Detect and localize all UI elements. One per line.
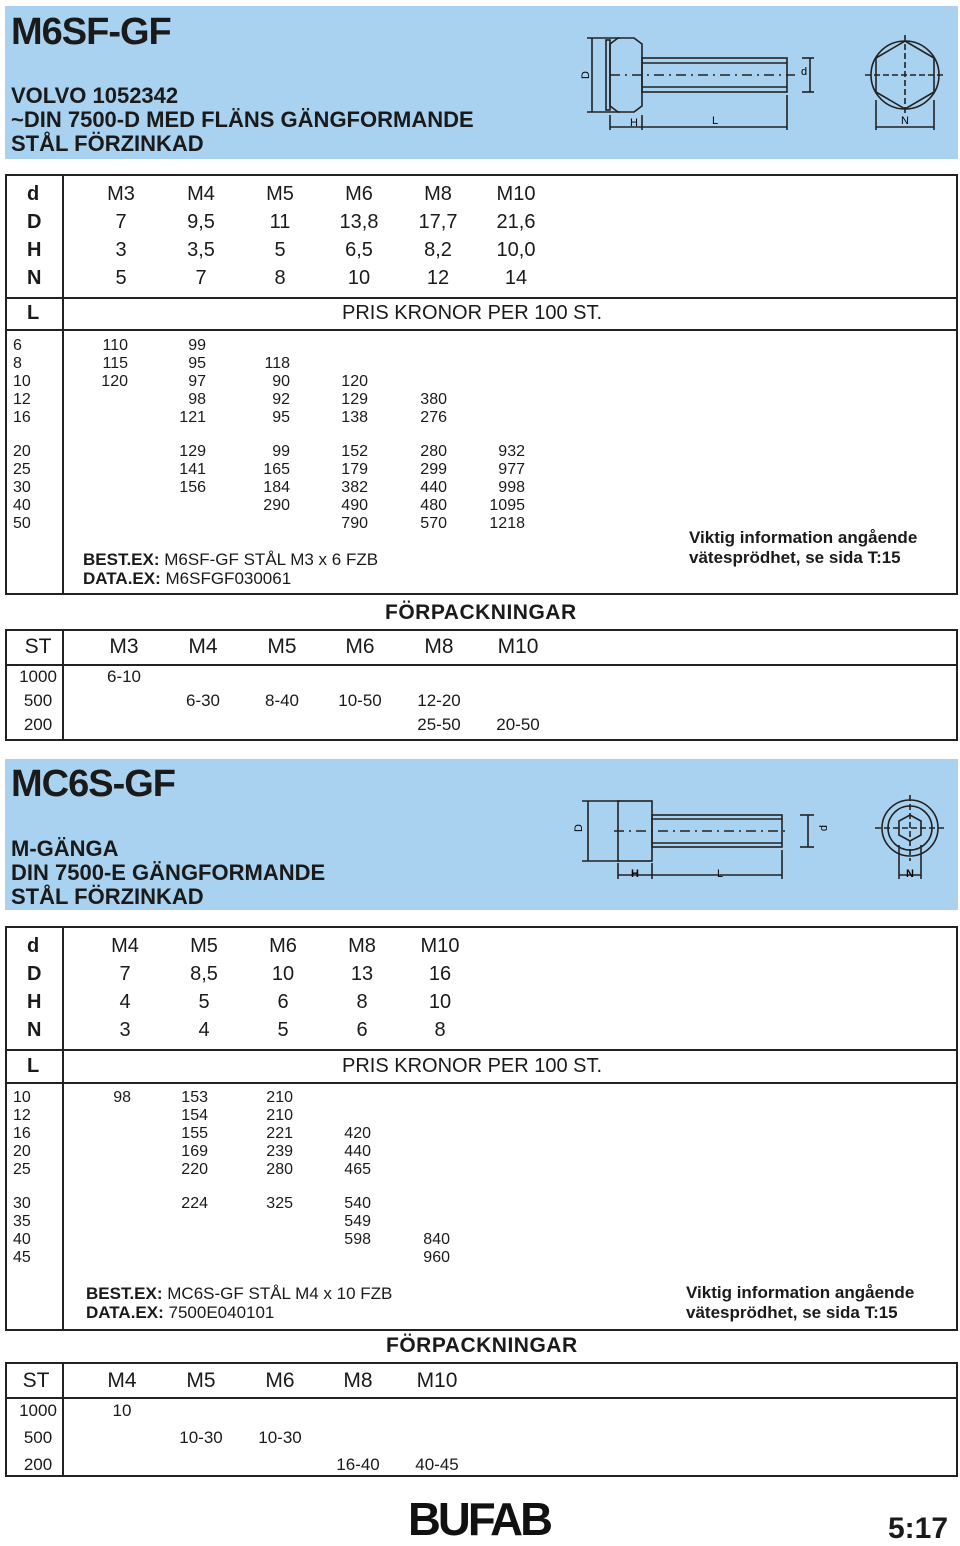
order-best-label: BEST.EX:: [86, 1284, 163, 1303]
price-cell: 141: [179, 461, 206, 478]
drawing2-label-L: L: [716, 868, 724, 880]
pack-header-cell: M10: [416, 1369, 458, 1392]
drawing1-label-D: D: [580, 71, 592, 79]
price-cell: 97: [188, 373, 206, 390]
price-cell: 440: [420, 479, 447, 496]
price-cell: 129: [179, 443, 206, 460]
price-row: [5, 1161, 958, 1179]
price-cell: 210: [266, 1107, 293, 1124]
price-cell: 840: [423, 1231, 450, 1248]
dims-cell: 5: [274, 239, 286, 261]
dims-cell: 10: [271, 963, 295, 985]
drawing1-label-H: H: [630, 117, 638, 129]
pack-row: [7, 1399, 956, 1423]
price-cell: 280: [420, 443, 447, 460]
price-cell: 129: [341, 391, 368, 408]
price-header-L: L: [27, 1055, 40, 1077]
price-cell: 490: [341, 497, 368, 514]
section2-pack-title: FÖRPACKNINGAR: [386, 1334, 578, 1357]
pack-cell: 25-50: [417, 715, 461, 734]
pack-header-cell: M8: [424, 635, 454, 658]
price-cell: 110: [102, 337, 128, 354]
pack-header-row: [7, 1369, 956, 1393]
price-row: [5, 355, 958, 373]
order-data-value: M6SFGF030061: [165, 569, 292, 588]
section2-screw-drawing: [570, 795, 950, 890]
section1-info-note: [689, 528, 917, 568]
section2-dims-table: [5, 926, 958, 1050]
pack-cell: 40-45: [415, 1455, 459, 1474]
price-row-L: 16: [13, 409, 31, 426]
price-row-L: 45: [13, 1249, 31, 1266]
dims-cell: 13: [350, 963, 374, 985]
order-data-label: DATA.EX:: [83, 569, 161, 588]
section2-pack-table: [5, 1362, 958, 1477]
price-row: [5, 479, 958, 497]
price-header-text: PRIS KRONOR PER 100 ST.: [342, 1055, 603, 1077]
price-cell: 179: [341, 461, 368, 478]
pack-row: [7, 1426, 956, 1450]
price-row: [5, 391, 958, 409]
price-cell: 276: [420, 409, 447, 426]
pack-header-cell: M5: [267, 635, 297, 658]
price-cell: 998: [498, 479, 525, 496]
price-cell: 120: [101, 373, 128, 390]
price-row: [5, 497, 958, 515]
price-row: [5, 443, 958, 461]
pack-header-cell: M3: [109, 635, 139, 658]
section1-screw-drawing: [570, 30, 950, 145]
dims-label-H: H: [27, 991, 42, 1013]
dims-cell: M8: [424, 183, 452, 205]
price-row-L: 12: [13, 391, 31, 408]
drawing2-label-D: D: [573, 824, 585, 832]
dims-cell: 7: [115, 211, 127, 233]
dims-cell: 16: [428, 963, 452, 985]
price-cell: 120: [341, 373, 368, 390]
price-row: [5, 1231, 958, 1249]
dims-cell: 7: [119, 963, 131, 985]
price-row: [5, 1249, 958, 1267]
dims-cell: 17,7: [418, 211, 458, 233]
price-header-L: L: [27, 302, 40, 324]
price-row-L: 6: [13, 337, 22, 354]
pack-cell: 500: [23, 1428, 53, 1447]
dims-cell: 6: [277, 991, 289, 1013]
price-cell: 325: [266, 1195, 293, 1212]
pack-header-row: [7, 635, 956, 659]
dims-cell: 10: [347, 267, 371, 289]
dims-label-D: D: [27, 963, 42, 985]
price-cell: 280: [266, 1161, 293, 1178]
pack-cell: 1000: [19, 1401, 57, 1420]
price-row: [5, 461, 958, 479]
dims-cell: 8: [434, 1019, 446, 1041]
price-cell: 90: [272, 373, 290, 390]
price-row: [5, 373, 958, 391]
info-line: vätesprödhet, se sida T:15: [689, 548, 901, 567]
price-cell: 138: [341, 409, 368, 426]
dims-cell: 4: [198, 1019, 210, 1041]
dims-cell: 11: [269, 211, 291, 233]
dims-cell: 10: [428, 991, 452, 1013]
section1-pack-table: [5, 629, 958, 741]
price-cell: 382: [341, 479, 368, 496]
price-cell: 299: [420, 461, 447, 478]
price-cell: 98: [113, 1089, 131, 1106]
pack-row: [7, 713, 956, 737]
dims-cell: M10: [420, 935, 460, 957]
pack-cell: 6-30: [185, 691, 221, 710]
info-line: Viktig information angående: [686, 1283, 915, 1302]
dims-label-d: d: [27, 183, 40, 205]
price-cell: 99: [188, 337, 206, 354]
dims-cell: 5: [198, 991, 210, 1013]
price-row-L: 50: [13, 515, 31, 532]
drawing1-label-d: d: [800, 66, 808, 78]
section1-subtitle-1: VOLVO 1052342: [11, 83, 179, 108]
order-best-label: BEST.EX:: [83, 550, 160, 569]
price-row-L: 30: [13, 479, 31, 496]
price-row-L: 10: [13, 373, 31, 390]
dims-cell: M5: [190, 935, 218, 957]
price-cell: 932: [498, 443, 525, 460]
pack-header-cell: M5: [186, 1369, 216, 1392]
dims-cell: 5: [277, 1019, 289, 1041]
price-cell: 570: [420, 515, 447, 532]
dims-cell: M5: [266, 183, 294, 205]
pack-cell: 200: [23, 715, 53, 734]
pack-row: [7, 665, 956, 689]
dims-label-D: D: [27, 211, 42, 233]
price-cell: 115: [102, 355, 128, 372]
section1-subtitle-3: STÅL FÖRZINKAD: [11, 131, 204, 156]
dims-cell: 4: [119, 991, 131, 1013]
price-cell: 540: [344, 1195, 371, 1212]
price-row-L: 30: [13, 1195, 31, 1212]
price-cell: 480: [420, 497, 447, 514]
section2-order-example: [86, 1284, 392, 1322]
dims-cell: 3: [115, 239, 127, 261]
pack-cell: 20-50: [496, 715, 540, 734]
dims-cell: 6: [356, 1019, 368, 1041]
section1-title: M6SF-GF: [11, 11, 171, 53]
price-row-L: 25: [13, 461, 31, 478]
pack-header-cell: M4: [188, 635, 218, 658]
price-row-L: 12: [13, 1107, 31, 1124]
info-line: Viktig information angående: [689, 528, 918, 547]
price-row-L: 16: [13, 1125, 31, 1142]
dims-cell: 14: [504, 267, 528, 289]
pack-header-cell: M8: [343, 1369, 373, 1392]
price-row: [5, 1213, 958, 1231]
price-row-L: 8: [13, 355, 22, 372]
drawing2-label-d: d: [818, 824, 830, 832]
dims-cell: M6: [269, 935, 297, 957]
order-best-value: MC6S-GF STÅL M4 x 10 FZB: [167, 1284, 393, 1303]
order-data-value: 7500E040101: [168, 1303, 275, 1322]
order-data-label: DATA.EX:: [86, 1303, 164, 1322]
pack-cell: 10: [112, 1401, 132, 1420]
price-cell: 224: [181, 1195, 208, 1212]
price-cell: 960: [423, 1249, 450, 1266]
bufab-logo: [408, 1497, 553, 1539]
price-cell: 98: [188, 391, 206, 408]
price-cell: 290: [263, 497, 290, 514]
price-cell: 155: [181, 1125, 208, 1142]
drawing2-label-N: N: [906, 868, 914, 880]
price-cell: 156: [179, 479, 206, 496]
price-cell: 1095: [489, 497, 525, 514]
pack-header-cell: M6: [265, 1369, 295, 1392]
price-row: [5, 1125, 958, 1143]
dims-cell: M4: [187, 183, 215, 205]
section2-info-note: [686, 1283, 914, 1323]
price-row: [5, 1107, 958, 1125]
pack-header-cell: ST: [22, 1369, 50, 1392]
price-cell: 420: [344, 1125, 371, 1142]
price-cell: 210: [266, 1089, 293, 1106]
price-cell: 1218: [489, 515, 525, 532]
price-cell: 598: [344, 1231, 371, 1248]
price-cell: 154: [181, 1107, 208, 1124]
price-cell: 380: [420, 391, 447, 408]
bufab-logo-text: BUFAB: [408, 1497, 552, 1539]
dims-cell: 8: [274, 267, 286, 289]
price-row: [5, 1089, 958, 1107]
pack-cell: 10-50: [338, 691, 382, 710]
pack-cell: 12-20: [417, 691, 461, 710]
price-cell: 153: [181, 1089, 208, 1106]
price-cell: 790: [341, 515, 368, 532]
dims-label-N: N: [27, 267, 42, 289]
drawing2-label-H: H: [631, 868, 639, 880]
pack-header-cell: M10: [497, 635, 539, 658]
pack-header-cell: M6: [345, 635, 375, 658]
dims-cell: 8: [356, 991, 368, 1013]
drawing1-label-L: L: [711, 115, 719, 127]
price-cell: 977: [498, 461, 525, 478]
price-row: [5, 337, 958, 355]
pack-cell: 200: [23, 1455, 53, 1474]
pack-cell: 10-30: [179, 1428, 223, 1447]
dims-cell: M3: [107, 183, 135, 205]
price-row: [5, 1143, 958, 1161]
pack-cell: 500: [23, 691, 53, 710]
section2-subtitle-2: DIN 7500-E GÄNGFORMANDE: [11, 860, 326, 885]
dims-label-H: H: [27, 239, 42, 261]
price-cell: 92: [272, 391, 290, 408]
dims-cell: M6: [345, 183, 373, 205]
pack-cell: 8-40: [264, 691, 300, 710]
price-row-L: 40: [13, 497, 31, 514]
pack-row: [7, 1453, 956, 1477]
price-cell: 95: [272, 409, 290, 426]
pack-header-cell: M4: [107, 1369, 137, 1392]
price-cell: 99: [272, 443, 290, 460]
price-cell: 95: [188, 355, 206, 372]
dims-cell: 5: [115, 267, 127, 289]
dims-cell: 13,8: [339, 211, 379, 233]
price-cell: 220: [181, 1161, 208, 1178]
price-cell: 239: [266, 1143, 293, 1160]
section2-title: MC6S-GF: [11, 763, 175, 805]
order-best-value: M6SF-GF STÅL M3 x 6 FZB: [164, 550, 379, 569]
price-header-text: PRIS KRONOR PER 100 ST.: [342, 302, 603, 324]
price-cell: 465: [344, 1161, 371, 1178]
price-cell: 221: [266, 1125, 293, 1142]
price-cell: 118: [264, 355, 290, 372]
section1-pack-title: FÖRPACKNINGAR: [385, 601, 577, 624]
section2-subtitle-3: STÅL FÖRZINKAD: [11, 884, 204, 909]
pack-cell: 10-30: [258, 1428, 302, 1447]
dims-cell: 7: [195, 267, 207, 289]
dims-cell: M8: [348, 935, 376, 957]
info-line: vätesprödhet, se sida T:15: [686, 1303, 898, 1322]
price-cell: 165: [263, 461, 290, 478]
pack-cell: 16-40: [336, 1455, 380, 1474]
price-cell: 152: [341, 443, 368, 460]
dims-cell: M4: [111, 935, 139, 957]
price-cell: 549: [344, 1213, 371, 1230]
section2-subtitle-1: M-GÄNGA: [11, 836, 119, 861]
dims-cell: 3,5: [187, 239, 215, 261]
section1-order-example: [83, 550, 378, 588]
price-row: [5, 1195, 958, 1213]
price-cell: 169: [181, 1143, 208, 1160]
pack-cell: 6-10: [106, 667, 142, 686]
dims-cell: 21,6: [496, 211, 536, 233]
dims-cell: 6,5: [345, 239, 373, 261]
price-row-L: 35: [13, 1213, 31, 1230]
price-row-L: 20: [13, 1143, 31, 1160]
price-row-L: 40: [13, 1231, 31, 1248]
section1-subtitle-2: ~DIN 7500-D MED FLÄNS GÄNGFORMANDE: [11, 107, 474, 132]
pack-row: [7, 689, 956, 713]
dims-cell: 3: [119, 1019, 131, 1041]
dims-cell: 12: [426, 267, 450, 289]
dims-label-d: d: [27, 935, 40, 957]
price-row-L: 20: [13, 443, 31, 460]
pack-cell: 1000: [19, 667, 57, 686]
pack-header-cell: ST: [24, 635, 52, 658]
dims-label-N: N: [27, 1019, 42, 1041]
drawing1-label-N: N: [901, 115, 909, 127]
price-row-L: 25: [13, 1161, 31, 1178]
dims-cell: 8,5: [190, 963, 218, 985]
price-cell: 184: [263, 479, 290, 496]
dims-cell: M10: [496, 183, 536, 205]
price-cell: 440: [344, 1143, 371, 1160]
price-row: [5, 409, 958, 427]
dims-cell: 8,2: [424, 239, 452, 261]
price-row-L: 10: [13, 1089, 31, 1106]
page-number: 5:17: [887, 1512, 948, 1545]
dims-cell: 9,5: [187, 211, 215, 233]
price-cell: 121: [179, 409, 206, 426]
section1-dims-table: [5, 174, 958, 298]
dims-cell: 10,0: [496, 239, 536, 261]
